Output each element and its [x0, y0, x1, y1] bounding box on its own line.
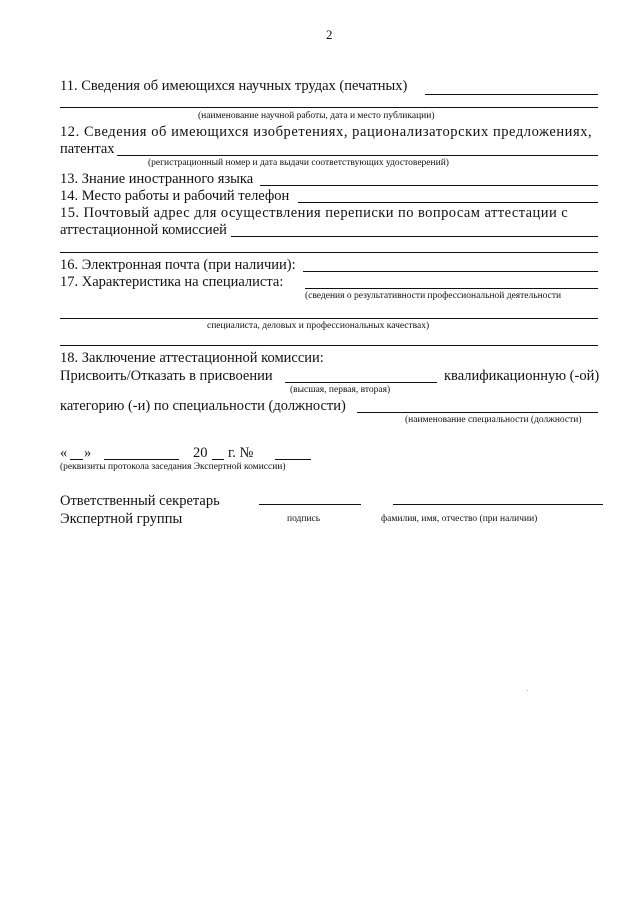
item12-caption: (регистрационный номер и дата выдачи соответствующих удостоверений)	[148, 158, 449, 168]
item18-specialty-caption: (наименование специальности (должности)	[405, 415, 582, 425]
item11-field-line2[interactable]	[60, 107, 598, 108]
signature-name-field[interactable]	[393, 504, 603, 505]
protocol-month-field[interactable]	[104, 459, 179, 460]
signature-sign-field[interactable]	[259, 504, 361, 505]
item18-label: 18. Заключение аттестационной комиссии:	[60, 350, 324, 366]
signature-role-line1: Ответственный секретарь	[60, 493, 220, 509]
item17-caption-2: специалиста, деловых и профессиональных качествах)	[207, 321, 430, 331]
item17-field-line2[interactable]	[60, 318, 598, 319]
item12-label: 12. Сведения об имеющихся изобретениях, рационализаторских предложениях,	[60, 124, 593, 140]
item18-assign: Присвоить/Отказать в присвоении	[60, 368, 273, 384]
protocol-caption: (реквизиты протокола заседания Экспертной комиссии)	[60, 462, 286, 472]
item17-field-line3[interactable]	[60, 345, 598, 346]
scan-speck	[527, 690, 528, 691]
item14-label: 14. Место работы и рабочий телефон	[60, 188, 290, 204]
item15-field-line2[interactable]	[60, 252, 598, 253]
item14-field[interactable]	[298, 202, 598, 203]
item17-field[interactable]	[305, 288, 598, 289]
item13-field[interactable]	[260, 185, 598, 186]
item12-field[interactable]	[117, 155, 598, 156]
signature-sign-caption: подпись	[287, 514, 321, 524]
item18-specialty: категорию (-и) по специальности (должности)	[60, 398, 346, 414]
protocol-quote-close: »	[84, 445, 92, 461]
item11-label: 11. Сведения об имеющихся научных трудах (печатных)	[60, 78, 408, 94]
item12-label-cont: патентах	[60, 141, 115, 157]
item18-specialty-field[interactable]	[357, 412, 598, 413]
protocol-year-field[interactable]	[212, 459, 224, 460]
protocol-year-prefix: 20	[193, 445, 208, 461]
item15-label-cont: аттестационной комиссией	[60, 222, 227, 238]
page-number: 2	[326, 27, 333, 42]
item18-category-field[interactable]	[285, 382, 437, 383]
item17-caption-1: (сведения о результативности профессиональной деятельности	[305, 291, 562, 301]
item11-field[interactable]	[425, 94, 598, 95]
item17-label: 17. Характеристика на специалиста:	[60, 274, 284, 290]
signature-name-caption: фамилия, имя, отчество (при наличии)	[381, 514, 538, 524]
item15-label: 15. Почтовый адрес для осуществления переписки по вопросам аттестации с	[60, 205, 569, 221]
protocol-quote-open: «	[60, 445, 68, 461]
item18-category-caption: (высшая, первая, вторая)	[290, 385, 391, 395]
item13-label: 13. Знание иностранного языка	[60, 171, 254, 187]
item16-field[interactable]	[303, 271, 598, 272]
item15-field[interactable]	[231, 236, 598, 237]
protocol-year-suffix: г. №	[228, 445, 254, 461]
signature-role-line2: Экспертной группы	[60, 511, 183, 527]
protocol-number-field[interactable]	[275, 459, 311, 460]
item16-label: 16. Электронная почта (при наличии):	[60, 257, 296, 273]
item11-caption: (наименование научной работы, дата и место публикации)	[198, 111, 435, 121]
item18-qualification: квалификационную (-ой)	[444, 368, 600, 384]
protocol-day-field[interactable]	[70, 459, 83, 460]
